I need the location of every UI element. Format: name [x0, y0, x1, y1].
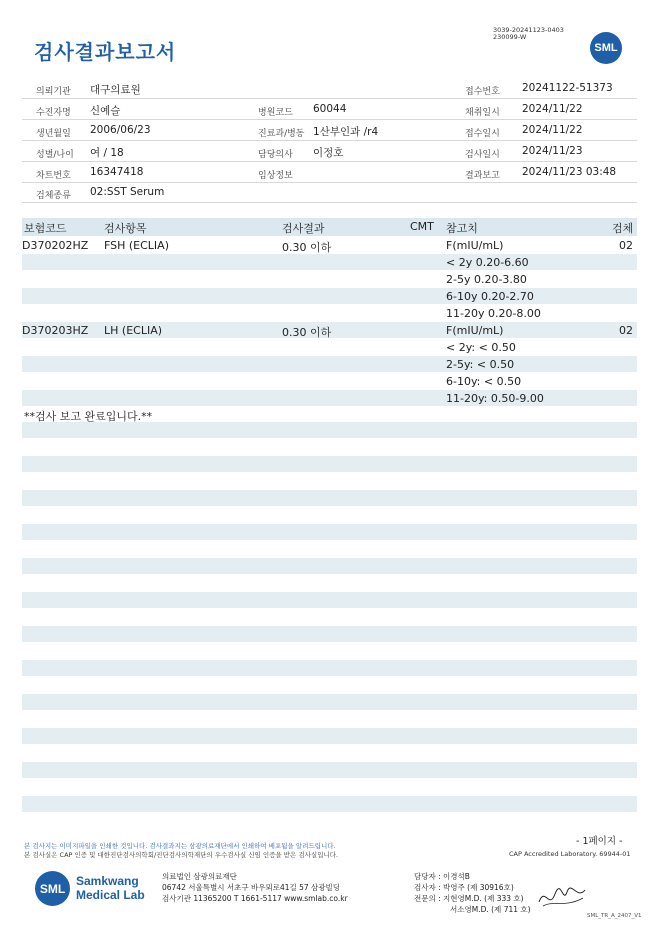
row-reference: 11-20y 0.20-8.00	[446, 307, 541, 320]
report-date-value: 2024/11/23 03:48	[522, 166, 617, 178]
row-band	[22, 660, 637, 676]
staff-label: 검사자 :	[414, 883, 441, 892]
row-result: 0.30 이하	[282, 326, 332, 339]
sml-logo-text: SML	[594, 42, 618, 54]
staff-label: 담당자 :	[414, 872, 441, 881]
staff-label: 전문의 :	[414, 894, 441, 903]
collect-date-label: 채취일시	[465, 108, 500, 118]
row-specimen: 02	[619, 324, 633, 337]
completion-note: **검사 보고 완료입니다.**	[24, 410, 153, 423]
dept-label: 진료과/병동	[258, 129, 305, 139]
org-name: 의료법인 삼광의료재단	[162, 872, 237, 881]
row-band	[22, 456, 637, 472]
institution-label: 의뢰기관	[36, 87, 71, 97]
notice-1: 본 검사지는 이미지파일을 인쇄한 것입니다. 검사결과지는 삼광의료재단에서 인쇄하여 배포됨을 알려드립니다.	[24, 842, 336, 850]
col-cmt: CMT	[410, 220, 434, 233]
info-row-5	[22, 163, 637, 183]
row-band	[22, 558, 637, 574]
col-item: 검사항목	[104, 222, 147, 235]
specimen-label: 검체종류	[36, 191, 71, 201]
row-item: LH (ECLIA)	[104, 324, 163, 337]
col-result: 검사결과	[282, 222, 325, 235]
hospital-code-value: 60044	[313, 103, 347, 115]
chart-no-label: 차트번호	[36, 171, 71, 181]
col-code: 보험코드	[24, 222, 67, 235]
cap-text: CAP Accredited Laboratory. 69944-01	[509, 850, 631, 858]
row-band	[22, 796, 637, 812]
row-band	[22, 762, 637, 778]
row-reference: F(mIU/mL)	[446, 239, 504, 252]
row-specimen: 02	[619, 239, 633, 252]
contact: 검사기관 11365200 T 1661-5117 www.smlab.co.kr	[162, 894, 348, 903]
staff-name: 이경석B	[443, 872, 470, 881]
info-row-2	[22, 100, 637, 120]
test-date-label: 검사일시	[465, 150, 500, 160]
info-row-1	[22, 79, 637, 99]
test-date-value: 2024/11/23	[522, 145, 583, 157]
form-code: SML_TR_A_2407_V1	[587, 913, 642, 919]
company-logo-text: SML	[39, 881, 66, 896]
company-logo	[35, 871, 70, 906]
staff-name: 지현영M.D. (제 333 호)	[443, 894, 524, 903]
col-specimen: 검체	[612, 222, 634, 235]
row-reference: 6-10y 0.20-2.70	[446, 290, 534, 303]
row-band	[22, 524, 637, 540]
clinical-label: 임상정보	[258, 171, 293, 181]
chart-no-value: 16347418	[90, 166, 144, 178]
specimen-value: 02:SST Serum	[90, 186, 165, 198]
notice-2: 본 검사실은 CAP 인증 및 대한진단검사의학회/진단검사의학재단의 우수검사실 신임 인증을 받은 검사실입니다.	[24, 851, 339, 859]
hospital-code-label: 병원코드	[258, 108, 293, 118]
row-band	[22, 390, 637, 406]
staff-block	[414, 871, 531, 915]
col-reference: 참고치	[446, 222, 478, 235]
institution-value: 대구의료원	[90, 84, 141, 96]
results-table-header	[22, 218, 637, 236]
staff-name: 서소영M.D. (제 711 호)	[450, 905, 531, 914]
doctor-label: 담당의사	[258, 150, 293, 160]
row-band	[22, 490, 637, 506]
row-band	[22, 592, 637, 608]
page-title: 검사결과보고서	[34, 40, 177, 64]
company-name	[76, 874, 145, 902]
company-name-1: Samkwang	[76, 874, 139, 888]
row-reference: 2-5y 0.20-3.80	[446, 273, 527, 286]
info-row-3	[22, 121, 637, 141]
row-band	[22, 626, 637, 642]
patient-label: 수진자명	[36, 108, 71, 118]
row-reference: 11-20y: 0.50-9.00	[446, 392, 544, 405]
row-item: FSH (ECLIA)	[104, 239, 169, 252]
dept-value: 1산부인과 /r4	[313, 126, 379, 138]
doc-code-2: 230099-W	[493, 33, 527, 41]
info-row-4	[22, 142, 637, 162]
row-band	[22, 254, 637, 270]
sex-age-label: 성별/나이	[36, 150, 74, 160]
collect-date-value: 2024/11/22	[522, 103, 583, 115]
sml-logo	[590, 32, 622, 64]
company-address	[162, 871, 348, 904]
signature	[535, 880, 590, 912]
patient-value: 신예슬	[90, 105, 121, 117]
receipt-no-value: 20241122-51373	[522, 82, 613, 94]
row-reference: < 2y 0.20-6.60	[446, 256, 529, 269]
row-band	[22, 356, 637, 372]
row-band	[22, 694, 637, 710]
birth-label: 생년월일	[36, 129, 71, 139]
staff-name: 박영주 (제 30916호)	[443, 883, 514, 892]
row-reference: F(mIU/mL)	[446, 324, 504, 337]
page-indicator: - 1페이지 -	[576, 836, 623, 847]
sex-age-value: 여 / 18	[90, 147, 124, 159]
row-code: D370203HZ	[22, 324, 89, 337]
doctor-value: 이정호	[313, 147, 344, 159]
report-date-label: 결과보고	[465, 171, 500, 181]
receipt-date-label: 접수일시	[465, 129, 500, 139]
row-code: D370202HZ	[22, 239, 89, 252]
address: 06742 서울특별시 서초구 바우뫼로41길 57 삼광빌딩	[162, 883, 341, 892]
row-band	[22, 728, 637, 744]
row-result: 0.30 이하	[282, 241, 332, 254]
receipt-date-value: 2024/11/22	[522, 124, 583, 136]
doc-code-1: 3039-20241123-0403	[493, 26, 564, 34]
birth-value: 2006/06/23	[90, 124, 151, 136]
row-band	[22, 422, 637, 438]
receipt-no-label: 접수번호	[465, 87, 500, 97]
row-reference: 6-10y: < 0.50	[446, 375, 522, 388]
row-reference: 2-5y: < 0.50	[446, 358, 515, 371]
row-band	[22, 288, 637, 304]
company-name-2: Medical Lab	[76, 888, 145, 902]
info-row-6	[22, 183, 637, 203]
row-reference: < 2y: < 0.50	[446, 341, 516, 354]
